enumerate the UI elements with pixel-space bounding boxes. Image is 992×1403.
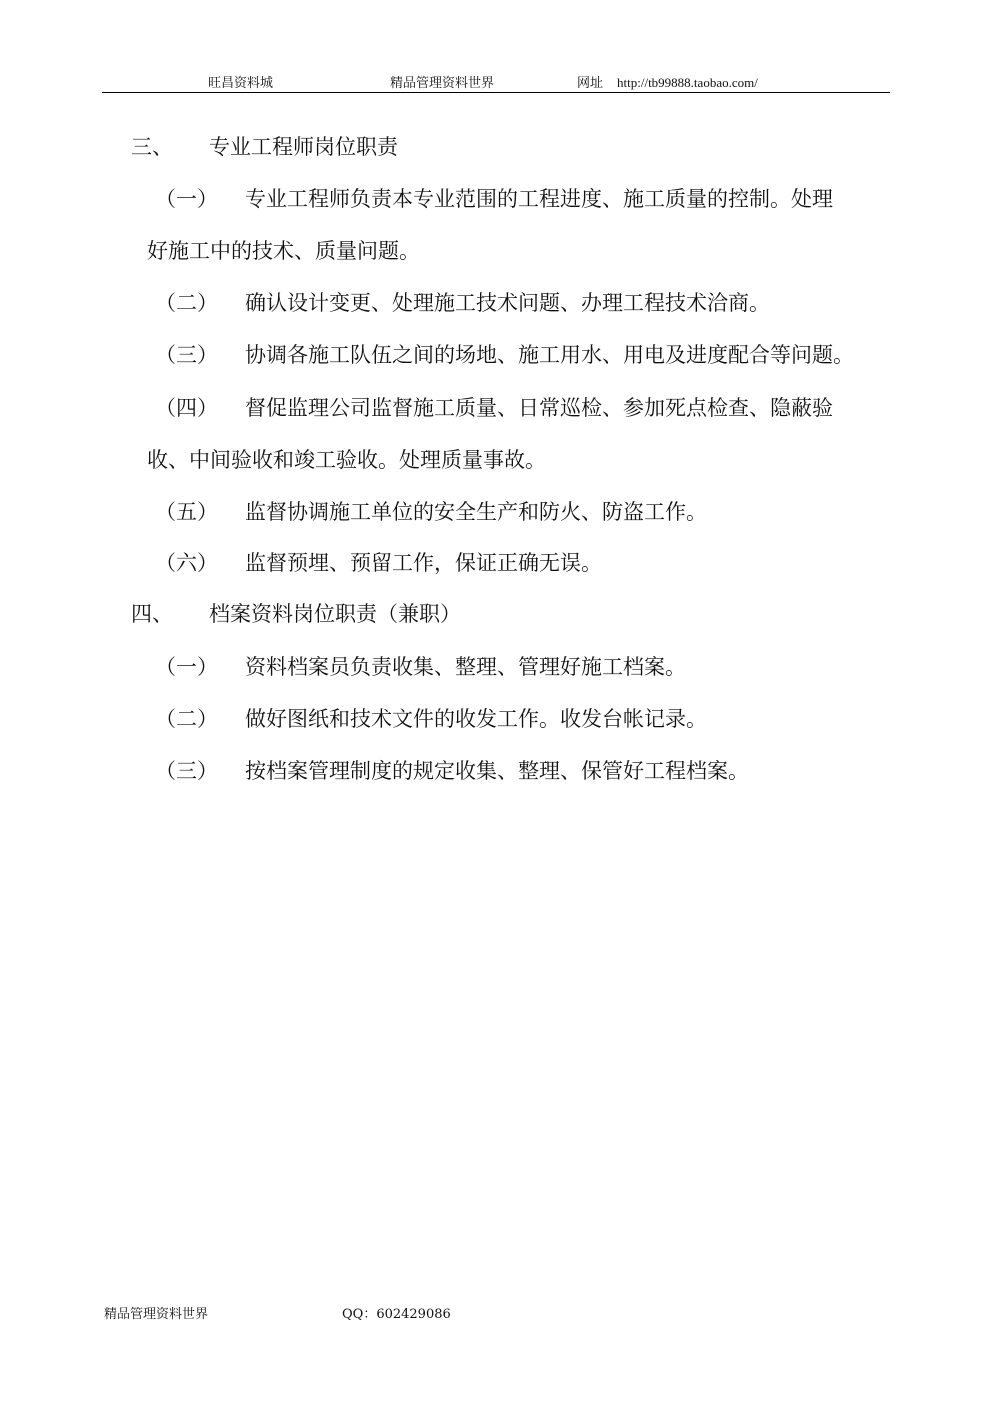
section-title: 专业工程师岗位职责 xyxy=(209,135,398,159)
section-title: 档案资料岗位职责（兼职） xyxy=(209,602,461,626)
item-number: （二） xyxy=(155,291,218,315)
item-number: （六） xyxy=(155,551,218,575)
page-footer xyxy=(104,1303,451,1322)
item-text: 资料档案员负责收集、整理、管理好施工档案。 xyxy=(245,655,686,679)
header-url-group xyxy=(577,72,758,91)
item-text: 监督预埋、预留工作，保证正确无误。 xyxy=(245,551,602,575)
item-text: 督促监理公司监督施工质量、日常巡检、参加死点检查、隐蔽验 xyxy=(245,396,833,420)
footer-site-name: 精品管理资料世界 xyxy=(104,1307,209,1322)
item-number: （五） xyxy=(155,500,218,524)
item-text: 协调各施工队伍之间的场地、施工用水、用电及进度配合等问题。 xyxy=(245,343,854,367)
header-url-link[interactable]: http://tb99888.taobao.com/ xyxy=(617,75,758,90)
item-number: （一） xyxy=(155,187,218,211)
item-text: 专业工程师负责本专业范围的工程进度、施工质量的控制。处理 xyxy=(245,187,833,211)
item-text: 按档案管理制度的规定收集、整理、保管好工程档案。 xyxy=(245,759,749,783)
header-site-name: 精品管理资料世界 xyxy=(390,76,495,91)
header-store-name: 旺昌资料城 xyxy=(208,76,274,91)
item-number: （三） xyxy=(155,343,218,367)
item-text: 确认设计变更、处理施工技术问题、办理工程技术洽商。 xyxy=(245,291,770,315)
section-number: 四、 xyxy=(131,602,173,626)
page-header xyxy=(102,70,890,93)
footer-qq: QQ：602429086 xyxy=(342,1307,451,1322)
item-text: 监督协调施工单位的安全生产和防火、防盗工作。 xyxy=(245,500,707,524)
item-number: （一） xyxy=(155,655,218,679)
item-text-cont: 收、中间验收和竣工验收。处理质量事故。 xyxy=(147,448,546,472)
item-number: （三） xyxy=(155,759,218,783)
section-number: 三、 xyxy=(131,135,173,159)
header-url-label: 网址 xyxy=(577,76,604,91)
item-text: 做好图纸和技术文件的收发工作。收发台帐记录。 xyxy=(245,707,707,731)
item-number: （二） xyxy=(155,707,218,731)
item-text-cont: 好施工中的技术、质量问题。 xyxy=(147,239,420,263)
item-number: （四） xyxy=(155,396,218,420)
